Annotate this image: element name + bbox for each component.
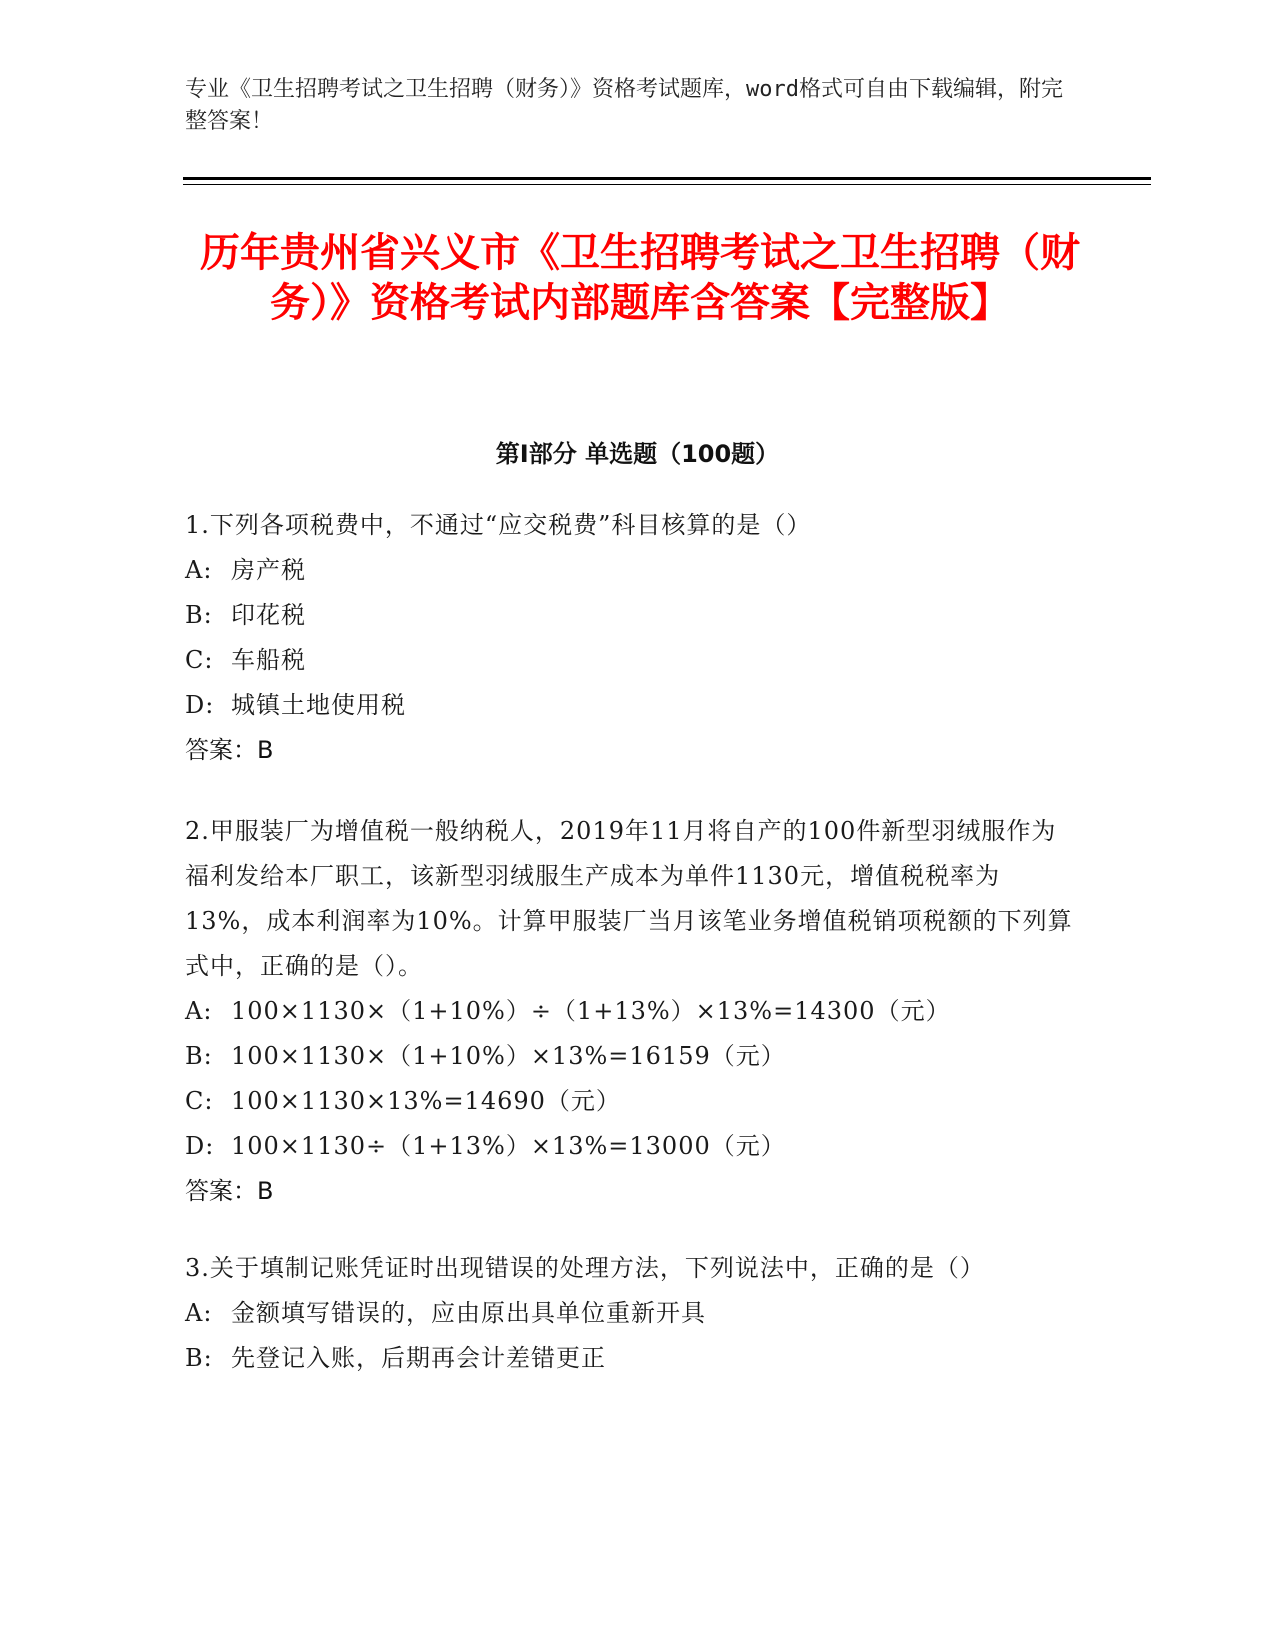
question-2 (185, 809, 1075, 1214)
option-letter: A: (185, 997, 213, 1025)
option-text: 房产税 (231, 556, 306, 584)
option-letter: B: (185, 601, 213, 629)
option-a (185, 1291, 1075, 1336)
option-letter: A: (185, 556, 213, 584)
option-text: 100×1130×（1+10%）×13%=16159（元） (231, 1042, 786, 1070)
option-text: 车船税 (231, 646, 306, 674)
question-stem: 3.关于填制记账凭证时出现错误的处理方法，下列说法中，正确的是（） (185, 1254, 985, 1282)
option-a (185, 548, 1075, 593)
option-text: 100×1130×（1+10%）÷（1+13%）×13%=14300（元） (231, 997, 951, 1025)
option-a (185, 989, 1075, 1034)
option-text: 金额填写错误的，应由原出具单位重新开具 (231, 1299, 706, 1327)
header-divider-thin (183, 184, 1151, 185)
answer: 答案：B (185, 736, 274, 764)
option-letter: D: (185, 1132, 215, 1160)
section-heading: 第Ⅰ部分 单选题（100题） (495, 440, 780, 468)
option-letter: A: (185, 1299, 213, 1327)
option-d (185, 1124, 1075, 1169)
option-letter: C: (185, 646, 214, 674)
option-b (185, 1336, 1075, 1381)
option-text: 100×1130×13%=14690（元） (231, 1087, 621, 1115)
option-text: 100×1130÷（1+13%）×13%=13000（元） (231, 1132, 786, 1160)
question-stem: 2.甲服装厂为增值税一般纳税人，2019年11月将自产的100件新型羽绒服作为福利发给本厂职工，该新型羽绒服生产成本为单件1130元，增值税税率为13%，成本利润率为10%。计算甲服装厂当月该笔业务增值税销项税额的下列算式中，正确的是（）。 (185, 817, 1073, 980)
option-b (185, 593, 1075, 638)
option-c (185, 1079, 1075, 1124)
option-text: 先登记入账，后期再会计差错更正 (231, 1344, 606, 1372)
option-letter: C: (185, 1087, 214, 1115)
option-b (185, 1034, 1075, 1079)
option-letter: B: (185, 1344, 213, 1372)
option-text: 印花税 (231, 601, 306, 629)
option-d (185, 683, 1075, 728)
option-letter: D: (185, 691, 215, 719)
header-divider-thick (183, 177, 1151, 180)
question-stem: 1.下列各项税费中，不通过“应交税费”科目核算的是（） (185, 511, 812, 539)
answer: 答案：B (185, 1177, 274, 1205)
option-c (185, 638, 1075, 683)
option-letter: B: (185, 1042, 213, 1070)
document-title: 历年贵州省兴义市《卫生招聘考试之卫生招聘（财务）》资格考试内部题库含答案【完整版】 (200, 230, 1080, 326)
question-3 (185, 1246, 1075, 1381)
header-note: 专业《卫生招聘考试之卫生招聘（财务）》资格考试题库，word格式可自由下载编辑，附完整答案！ (185, 77, 1063, 134)
option-text: 城镇土地使用税 (231, 691, 406, 719)
question-1 (185, 503, 1075, 773)
